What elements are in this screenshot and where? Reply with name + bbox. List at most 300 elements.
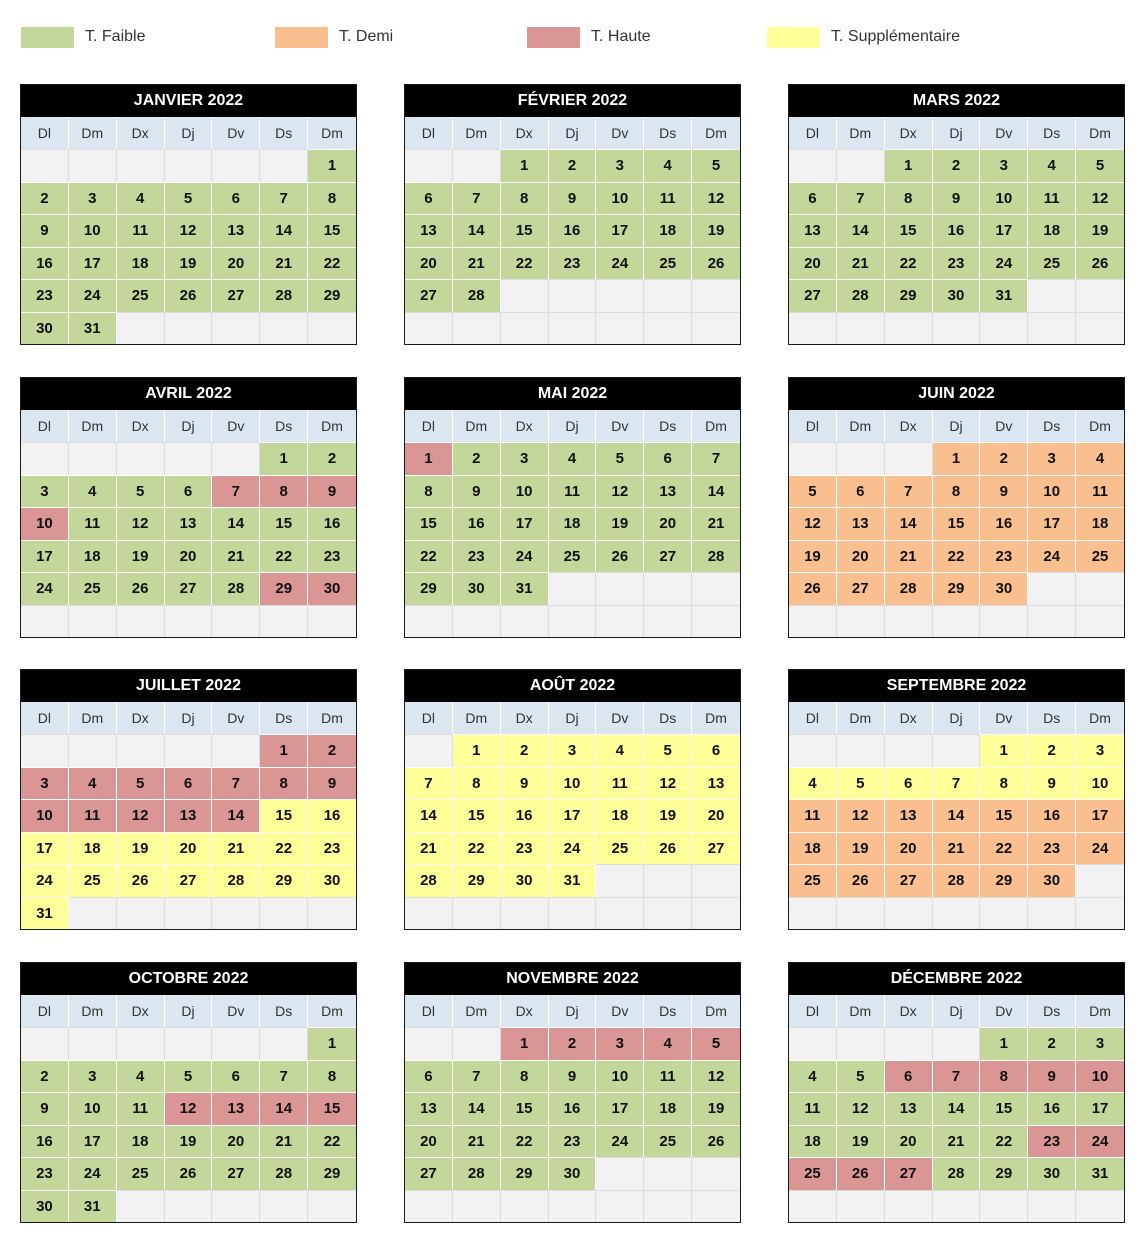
day-cell: 14	[260, 214, 308, 247]
month-title: AOÛT 2022	[405, 670, 740, 702]
day-cell: 5	[117, 767, 165, 800]
empty-cell	[165, 1027, 213, 1060]
empty-cell	[69, 734, 117, 767]
day-cell: 1	[933, 442, 981, 475]
empty-cell	[644, 897, 692, 930]
day-cell: 12	[165, 1092, 213, 1125]
day-cell: 22	[260, 540, 308, 573]
empty-cell	[885, 734, 933, 767]
empty-cell	[260, 897, 308, 930]
day-cell: 25	[69, 864, 117, 897]
day-cell: 25	[596, 832, 644, 865]
day-cell: 15	[501, 214, 549, 247]
day-cell: 9	[1028, 1060, 1076, 1093]
weekday-label: Dj	[933, 995, 981, 1027]
empty-cell	[165, 442, 213, 475]
day-cell: 13	[212, 214, 260, 247]
day-grid	[789, 734, 1124, 929]
empty-cell	[405, 734, 453, 767]
month-calendar	[20, 962, 357, 1223]
day-cell: 25	[644, 247, 692, 280]
weekday-header-row	[789, 702, 1124, 734]
empty-cell	[212, 1027, 260, 1060]
day-cell: 27	[789, 279, 837, 312]
weekday-label: Ds	[260, 410, 308, 442]
weekday-label: Dl	[789, 702, 837, 734]
day-cell: 18	[789, 1125, 837, 1158]
empty-cell	[885, 1027, 933, 1060]
weekday-label: Dx	[117, 702, 165, 734]
day-cell: 5	[165, 182, 213, 215]
day-cell: 30	[308, 572, 356, 605]
day-cell: 20	[165, 832, 213, 865]
day-cell: 25	[117, 1157, 165, 1190]
day-cell: 13	[405, 214, 453, 247]
empty-cell	[596, 605, 644, 638]
day-cell: 12	[117, 799, 165, 832]
day-cell: 16	[1028, 799, 1076, 832]
empty-cell	[596, 897, 644, 930]
day-cell: 19	[789, 540, 837, 573]
empty-cell	[308, 312, 356, 345]
day-cell: 1	[885, 149, 933, 182]
day-cell: 29	[260, 572, 308, 605]
month-title: DÉCEMBRE 2022	[789, 963, 1124, 995]
weekday-label: Dx	[501, 117, 549, 149]
empty-cell	[405, 312, 453, 345]
day-cell: 17	[69, 1125, 117, 1158]
day-cell: 27	[212, 1157, 260, 1190]
day-cell: 20	[789, 247, 837, 280]
day-cell: 16	[1028, 1092, 1076, 1125]
empty-cell	[789, 312, 837, 345]
empty-cell	[644, 1157, 692, 1190]
day-cell: 7	[933, 1060, 981, 1093]
day-cell: 23	[21, 279, 69, 312]
weekday-label: Dx	[117, 410, 165, 442]
day-cell: 5	[644, 734, 692, 767]
month-title: NOVEMBRE 2022	[405, 963, 740, 995]
day-cell: 18	[596, 799, 644, 832]
weekday-label: Dm	[1076, 702, 1124, 734]
day-cell: 4	[1076, 442, 1124, 475]
day-cell: 19	[117, 832, 165, 865]
day-cell: 17	[21, 832, 69, 865]
day-cell: 25	[789, 1157, 837, 1190]
day-cell: 5	[117, 475, 165, 508]
day-cell: 29	[308, 1157, 356, 1190]
day-cell: 18	[644, 1092, 692, 1125]
empty-cell	[69, 897, 117, 930]
day-cell: 24	[21, 572, 69, 605]
day-cell: 11	[69, 799, 117, 832]
empty-cell	[933, 1190, 981, 1223]
day-cell: 27	[885, 864, 933, 897]
day-cell: 9	[308, 475, 356, 508]
weekday-label: Dl	[21, 702, 69, 734]
day-cell: 15	[501, 1092, 549, 1125]
weekday-label: Dm	[308, 702, 356, 734]
day-cell: 6	[165, 767, 213, 800]
day-cell: 21	[212, 832, 260, 865]
day-cell: 18	[69, 540, 117, 573]
day-cell: 19	[837, 832, 885, 865]
month-title: AVRIL 2022	[21, 378, 356, 410]
day-cell: 17	[596, 214, 644, 247]
empty-cell	[1076, 279, 1124, 312]
empty-cell	[501, 279, 549, 312]
day-cell: 7	[453, 1060, 501, 1093]
weekday-header-row	[405, 702, 740, 734]
day-cell: 21	[933, 1125, 981, 1158]
day-cell: 18	[549, 507, 597, 540]
day-cell: 28	[453, 1157, 501, 1190]
day-cell: 12	[117, 507, 165, 540]
day-cell: 11	[1028, 182, 1076, 215]
day-cell: 7	[453, 182, 501, 215]
day-cell: 15	[260, 799, 308, 832]
day-cell: 28	[692, 540, 740, 573]
day-cell: 14	[453, 1092, 501, 1125]
day-cell: 26	[837, 864, 885, 897]
day-cell: 5	[692, 1027, 740, 1060]
weekday-label: Dm	[453, 995, 501, 1027]
day-cell: 3	[69, 1060, 117, 1093]
weekday-label: Dx	[117, 995, 165, 1027]
weekday-label: Dj	[933, 117, 981, 149]
day-cell: 2	[549, 149, 597, 182]
weekday-label: Ds	[260, 702, 308, 734]
empty-cell	[644, 605, 692, 638]
empty-cell	[692, 605, 740, 638]
day-cell: 15	[453, 799, 501, 832]
day-cell: 27	[885, 1157, 933, 1190]
day-cell: 13	[165, 799, 213, 832]
empty-cell	[212, 442, 260, 475]
weekday-label: Dj	[549, 410, 597, 442]
day-cell: 16	[21, 247, 69, 280]
day-cell: 24	[69, 279, 117, 312]
month-calendar	[404, 84, 741, 345]
day-cell: 1	[405, 442, 453, 475]
empty-cell	[837, 1190, 885, 1223]
empty-cell	[501, 1190, 549, 1223]
day-cell: 25	[549, 540, 597, 573]
empty-cell	[308, 1190, 356, 1223]
day-cell: 8	[453, 767, 501, 800]
empty-cell	[260, 149, 308, 182]
weekday-label: Dm	[837, 410, 885, 442]
day-cell: 10	[549, 767, 597, 800]
day-cell: 24	[501, 540, 549, 573]
day-cell: 7	[212, 767, 260, 800]
day-cell: 16	[21, 1125, 69, 1158]
day-cell: 29	[405, 572, 453, 605]
weekday-label: Dx	[501, 410, 549, 442]
day-grid	[21, 149, 356, 344]
empty-cell	[596, 572, 644, 605]
empty-cell	[21, 1027, 69, 1060]
day-cell: 2	[308, 734, 356, 767]
empty-cell	[692, 1190, 740, 1223]
empty-cell	[69, 605, 117, 638]
weekday-label: Dl	[789, 410, 837, 442]
empty-cell	[933, 897, 981, 930]
day-cell: 18	[117, 1125, 165, 1158]
day-cell: 9	[549, 1060, 597, 1093]
day-cell: 24	[549, 832, 597, 865]
day-cell: 7	[260, 182, 308, 215]
month-calendar	[404, 377, 741, 638]
day-cell: 9	[21, 1092, 69, 1125]
day-cell: 9	[453, 475, 501, 508]
day-cell: 14	[453, 214, 501, 247]
day-cell: 16	[308, 799, 356, 832]
day-cell: 21	[260, 247, 308, 280]
day-cell: 17	[69, 247, 117, 280]
day-cell: 5	[692, 149, 740, 182]
day-cell: 1	[260, 734, 308, 767]
day-cell: 10	[21, 799, 69, 832]
day-cell: 21	[260, 1125, 308, 1158]
day-cell: 24	[1076, 1125, 1124, 1158]
day-cell: 24	[1076, 832, 1124, 865]
empty-cell	[837, 149, 885, 182]
month-calendar	[20, 669, 357, 930]
day-cell: 4	[549, 442, 597, 475]
empty-cell	[789, 605, 837, 638]
weekday-label: Dl	[21, 995, 69, 1027]
month-title: JUIN 2022	[789, 378, 1124, 410]
day-cell: 21	[453, 247, 501, 280]
empty-cell	[549, 279, 597, 312]
day-cell: 26	[165, 279, 213, 312]
day-cell: 3	[21, 767, 69, 800]
weekday-header-row	[21, 995, 356, 1027]
day-cell: 13	[885, 1092, 933, 1125]
day-cell: 27	[692, 832, 740, 865]
empty-cell	[453, 149, 501, 182]
day-cell: 27	[165, 864, 213, 897]
month-title: MAI 2022	[405, 378, 740, 410]
weekday-label: Dj	[933, 410, 981, 442]
weekday-label: Dx	[885, 995, 933, 1027]
empty-cell	[692, 572, 740, 605]
empty-cell	[596, 1190, 644, 1223]
day-cell: 3	[596, 149, 644, 182]
empty-cell	[933, 1027, 981, 1060]
weekday-label: Ds	[1028, 117, 1076, 149]
day-cell: 18	[789, 832, 837, 865]
day-cell: 26	[1076, 247, 1124, 280]
empty-cell	[837, 1027, 885, 1060]
month-title: SEPTEMBRE 2022	[789, 670, 1124, 702]
empty-cell	[117, 312, 165, 345]
empty-cell	[644, 1190, 692, 1223]
day-cell: 14	[692, 475, 740, 508]
weekday-label: Dm	[453, 702, 501, 734]
month-title: OCTOBRE 2022	[21, 963, 356, 995]
day-cell: 9	[549, 182, 597, 215]
weekday-header-row	[21, 410, 356, 442]
day-cell: 20	[212, 247, 260, 280]
day-cell: 13	[212, 1092, 260, 1125]
day-cell: 14	[405, 799, 453, 832]
empty-cell	[212, 1190, 260, 1223]
day-cell: 16	[549, 1092, 597, 1125]
day-cell: 3	[980, 149, 1028, 182]
day-cell: 2	[308, 442, 356, 475]
empty-cell	[165, 1190, 213, 1223]
empty-cell	[837, 897, 885, 930]
day-cell: 26	[692, 1125, 740, 1158]
empty-cell	[117, 605, 165, 638]
day-cell: 1	[980, 1027, 1028, 1060]
weekday-label: Dm	[1076, 117, 1124, 149]
weekday-label: Dj	[549, 702, 597, 734]
day-cell: 4	[644, 149, 692, 182]
day-cell: 19	[117, 540, 165, 573]
day-cell: 3	[596, 1027, 644, 1060]
day-cell: 7	[260, 1060, 308, 1093]
empty-cell	[21, 442, 69, 475]
day-cell: 17	[596, 1092, 644, 1125]
weekday-label: Dl	[405, 702, 453, 734]
empty-cell	[212, 149, 260, 182]
empty-cell	[1076, 897, 1124, 930]
empty-cell	[21, 605, 69, 638]
day-cell: 30	[501, 864, 549, 897]
day-cell: 31	[980, 279, 1028, 312]
day-cell: 25	[644, 1125, 692, 1158]
day-cell: 5	[837, 767, 885, 800]
day-grid	[789, 149, 1124, 344]
day-cell: 25	[1076, 540, 1124, 573]
empty-cell	[644, 312, 692, 345]
empty-cell	[596, 279, 644, 312]
empty-cell	[549, 572, 597, 605]
day-cell: 10	[21, 507, 69, 540]
weekday-label: Dj	[165, 117, 213, 149]
empty-cell	[308, 897, 356, 930]
day-cell: 17	[549, 799, 597, 832]
weekday-label: Dm	[308, 117, 356, 149]
weekday-label: Dm	[308, 995, 356, 1027]
empty-cell	[933, 312, 981, 345]
day-cell: 29	[885, 279, 933, 312]
day-cell: 24	[69, 1157, 117, 1190]
day-cell: 17	[1076, 1092, 1124, 1125]
weekday-label: Dv	[980, 995, 1028, 1027]
day-cell: 31	[69, 1190, 117, 1223]
day-cell: 20	[405, 247, 453, 280]
weekday-label: Ds	[260, 117, 308, 149]
day-cell: 26	[644, 832, 692, 865]
empty-cell	[1028, 572, 1076, 605]
weekday-label: Dx	[885, 117, 933, 149]
day-cell: 23	[501, 832, 549, 865]
weekday-header-row	[405, 410, 740, 442]
day-cell: 22	[501, 1125, 549, 1158]
day-cell: 8	[933, 475, 981, 508]
day-cell: 22	[453, 832, 501, 865]
empty-cell	[789, 442, 837, 475]
day-cell: 31	[549, 864, 597, 897]
day-cell: 26	[596, 540, 644, 573]
day-cell: 14	[933, 799, 981, 832]
day-cell: 9	[933, 182, 981, 215]
day-cell: 15	[933, 507, 981, 540]
weekday-label: Ds	[644, 117, 692, 149]
empty-cell	[1028, 312, 1076, 345]
empty-cell	[692, 897, 740, 930]
empty-cell	[692, 279, 740, 312]
day-grid	[21, 1027, 356, 1222]
day-cell: 13	[789, 214, 837, 247]
empty-cell	[885, 312, 933, 345]
day-cell: 21	[212, 540, 260, 573]
empty-cell	[453, 897, 501, 930]
empty-cell	[1076, 1190, 1124, 1223]
day-cell: 2	[1028, 734, 1076, 767]
day-cell: 12	[644, 767, 692, 800]
day-cell: 2	[501, 734, 549, 767]
weekday-label: Ds	[644, 410, 692, 442]
day-cell: 3	[21, 475, 69, 508]
day-cell: 28	[933, 864, 981, 897]
day-cell: 22	[260, 832, 308, 865]
day-cell: 23	[308, 540, 356, 573]
empty-cell	[933, 734, 981, 767]
day-cell: 4	[1028, 149, 1076, 182]
day-grid	[789, 442, 1124, 637]
day-cell: 8	[501, 182, 549, 215]
day-cell: 24	[980, 247, 1028, 280]
day-cell: 23	[549, 247, 597, 280]
day-cell: 17	[1076, 799, 1124, 832]
day-cell: 29	[501, 1157, 549, 1190]
empty-cell	[644, 279, 692, 312]
empty-cell	[501, 312, 549, 345]
day-cell: 26	[117, 572, 165, 605]
weekday-label: Dv	[596, 995, 644, 1027]
day-cell: 20	[212, 1125, 260, 1158]
legend-swatch-supplementaire	[767, 27, 820, 48]
day-cell: 14	[933, 1092, 981, 1125]
day-cell: 27	[212, 279, 260, 312]
empty-cell	[212, 897, 260, 930]
day-cell: 24	[1028, 540, 1076, 573]
day-cell: 30	[980, 572, 1028, 605]
day-cell: 4	[789, 1060, 837, 1093]
weekday-label: Dj	[933, 702, 981, 734]
day-cell: 10	[501, 475, 549, 508]
day-cell: 10	[1076, 767, 1124, 800]
empty-cell	[405, 897, 453, 930]
empty-cell	[885, 605, 933, 638]
day-cell: 4	[117, 1060, 165, 1093]
empty-cell	[501, 897, 549, 930]
empty-cell	[212, 312, 260, 345]
day-cell: 9	[980, 475, 1028, 508]
day-cell: 11	[644, 182, 692, 215]
day-cell: 23	[1028, 832, 1076, 865]
day-cell: 7	[933, 767, 981, 800]
empty-cell	[405, 605, 453, 638]
day-cell: 23	[1028, 1125, 1076, 1158]
day-grid	[21, 734, 356, 929]
empty-cell	[596, 1157, 644, 1190]
